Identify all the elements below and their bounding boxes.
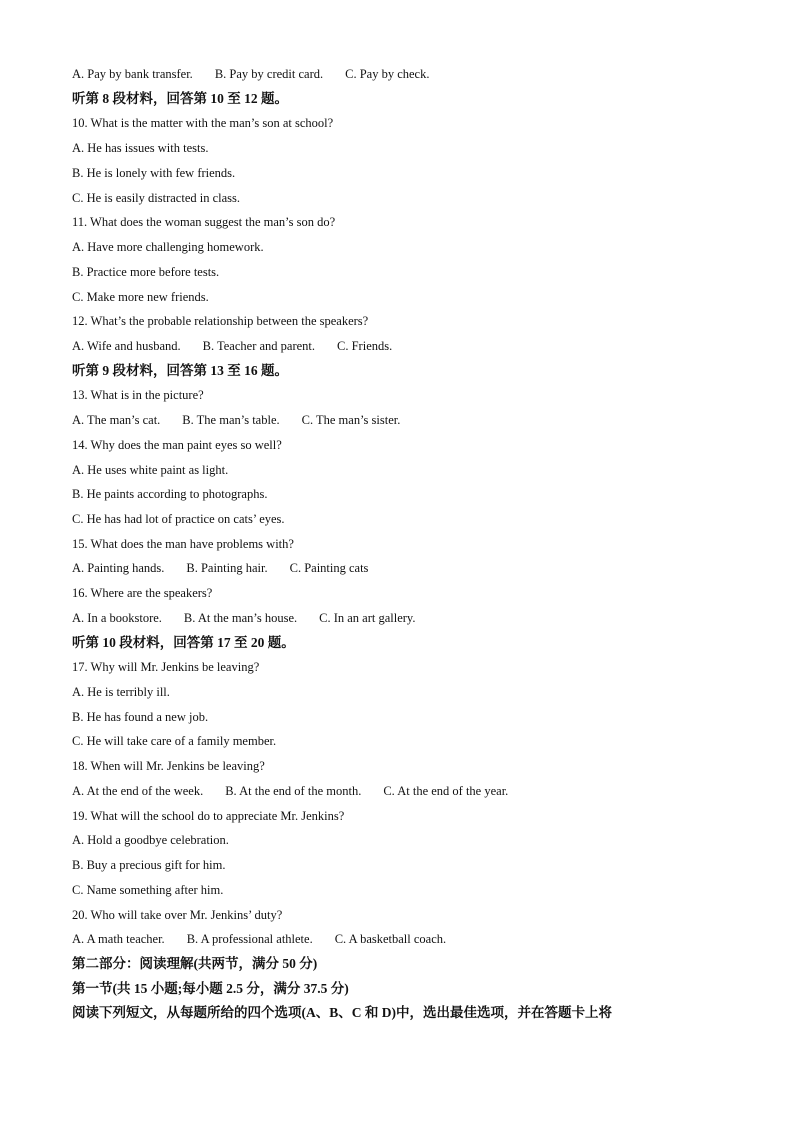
- question-line: 17. Why will Mr. Jenkins be leaving?: [72, 660, 260, 675]
- question-line: A. He has issues with tests.: [72, 141, 209, 156]
- question-line: C. He will take care of a family member.: [72, 734, 277, 749]
- question-line: 16. Where are the speakers?: [72, 586, 213, 601]
- answer-option: B. Pay by credit card.: [214, 67, 324, 81]
- answer-option: B. Teacher and parent.: [202, 338, 316, 353]
- section-heading: 第二部分：阅读理解(共两节，满分 50 分): [72, 955, 318, 971]
- question-line: A. Hold a goodbye celebration.: [72, 833, 229, 848]
- section-heading: 听第 9 段材料，回答第 13 至 16 题。: [72, 362, 288, 378]
- answer-option: A. Pay by bank transfer.: [72, 67, 193, 81]
- section-heading: 阅读下列短文，从每题所给的四个选项(A、B、C 和 D)中，选出最佳选项，并在答题卡上将: [72, 1005, 612, 1021]
- question-line: 10. What is the matter with the man’s son at school?: [72, 116, 334, 131]
- question-line: 18. When will Mr. Jenkins be leaving?: [72, 759, 265, 774]
- answer-option: A. Painting hands.: [72, 561, 165, 576]
- question-line: B. Buy a precious gift for him.: [72, 858, 226, 872]
- answer-options-row: [72, 610, 416, 626]
- answer-option: C. A basketball coach.: [334, 932, 447, 947]
- question-line: B. He paints according to photographs.: [72, 487, 268, 502]
- question-line: 14. Why does the man paint eyes so well?: [72, 437, 282, 452]
- answer-options-row: [72, 412, 400, 428]
- answer-option: A. In a bookstore.: [72, 610, 162, 625]
- answer-option: A. The man’s cat.: [72, 413, 161, 428]
- question-line: 19. What will the school do to appreciate Mr. Jenkins?: [72, 808, 345, 823]
- question-line: B. Practice more before tests.: [72, 264, 220, 279]
- answer-option: A. A math teacher.: [72, 932, 165, 947]
- answer-options-row: [72, 931, 446, 947]
- answer-option: C. In an art gallery.: [319, 610, 416, 625]
- question-line: 12. What’s the probable relationship between the speakers?: [72, 314, 369, 329]
- question-line: 11. What does the woman suggest the man’s son do?: [72, 215, 336, 230]
- question-line: C. He has had lot of practice on cats’ eyes.: [72, 512, 285, 526]
- question-line: A. He uses white paint as light.: [72, 462, 229, 477]
- answer-options-row: [72, 66, 429, 82]
- answer-option: C. Friends.: [337, 338, 393, 353]
- question-line: C. He is easily distracted in class.: [72, 190, 241, 205]
- question-line: B. He is lonely with few friends.: [72, 165, 236, 180]
- answer-options-row: [72, 338, 392, 354]
- question-line: 15. What does the man have problems with?: [72, 536, 294, 551]
- section-heading: 听第 8 段材料，回答第 10 至 12 题。: [72, 90, 288, 106]
- answer-options-row: [72, 560, 368, 576]
- question-line: 13. What is in the picture?: [72, 388, 204, 403]
- answer-option: C. The man’s sister.: [301, 413, 401, 428]
- section-heading: 第一节(共 15 小题;每小题 2.5 分，满分 37.5 分): [72, 980, 349, 996]
- answer-option: C. Pay by check.: [345, 67, 430, 81]
- answer-option: C. Painting cats: [289, 561, 369, 576]
- answer-options-row: [72, 783, 508, 799]
- answer-option: B. A professional athlete.: [186, 932, 313, 947]
- answer-option: B. At the end of the month.: [225, 783, 362, 798]
- question-line: 20. Who will take over Mr. Jenkins’ duty?: [72, 907, 283, 922]
- answer-option: A. Wife and husband.: [72, 338, 181, 353]
- question-line: C. Name something after him.: [72, 882, 224, 897]
- section-heading: 听第 10 段材料，回答第 17 至 20 题。: [72, 634, 295, 650]
- answer-option: A. At the end of the week.: [72, 783, 204, 798]
- question-line: A. Have more challenging homework.: [72, 240, 264, 254]
- question-line: A. He is terribly ill.: [72, 685, 170, 699]
- answer-option: B. Painting hair.: [186, 561, 268, 576]
- answer-option: B. The man’s table.: [182, 413, 280, 428]
- answer-option: B. At the man’s house.: [183, 610, 298, 625]
- question-line: C. Make more new friends.: [72, 289, 209, 304]
- question-line: B. He has found a new job.: [72, 709, 209, 724]
- answer-option: C. At the end of the year.: [383, 783, 509, 798]
